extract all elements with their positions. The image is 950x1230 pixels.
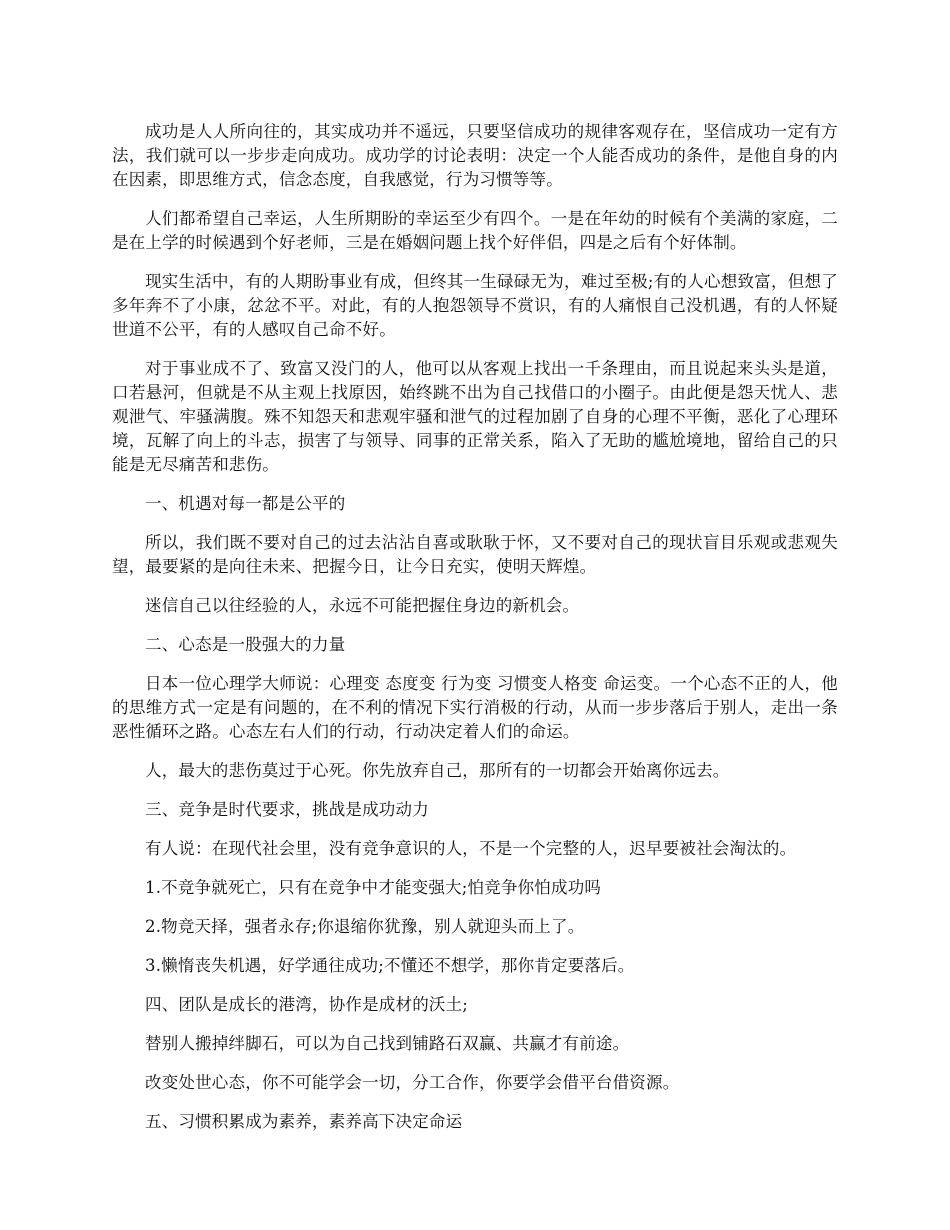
paragraph-experience: 迷信自己以往经验的人，永远不可能把握住身边的新机会。 [145,596,580,615]
paragraph-reality: 现实生活中，有的人期盼事业有成，但终其一生碌碌无为，难过至极;有的人心想致富，但想了多年奔不了小康，忿忿不平。对此，有的人抱怨领导不赏识，有的人痛恨自己没机遇，有的人怀疑世道不公平，有的人感叹自己命不好。 [112,272,838,339]
paragraph-competition-awareness: 有人说：在现代社会里，没有竞争意识的人，不是一个完整的人，迟早要被社会淘汰的。 [145,839,797,858]
paragraph-sorrow: 人，最大的悲伤莫过于心死。你先放弃自己，那所有的一切都会开始离你远去。 [145,761,730,780]
paragraph-past-present: 所以，我们既不要对自己的过去沾沾自喜或耿耿于怀，又不要对自己的现状盲目乐观或悲观失望，最要紧的是向往未来、把握今日，让今日充实，使明天辉煌。 [112,533,838,576]
document-page [112,120,838,1149]
section-heading-habits: 五、习惯积累成为素养，素养高下决定命运 [145,1112,463,1131]
paragraph-excuses: 对于事业成不了、致富又没门的人，他可以从客观上找出一千条理由，而且说起来头头是道，口若悬河，但就是不从主观上找原因，始终跳不出为自己找借口的小圈子。由此便是怨天忧人、悲观泄气、牢骚满腹。殊不知怨天和悲观牢骚和泄气的过程加剧了自身的心理不平衡，恶化了心理环境，瓦解了向上的斗志，损害了与领导、同事的正常关系，陷入了无助的尴尬境地，留给自己的只能是无尽痛苦和悲伤。 [112,359,838,474]
section-heading-competition: 三、竞争是时代要求，挑战是成功动力 [145,800,429,819]
section-heading-opportunity: 一、机遇对每一都是公平的 [145,494,346,513]
paragraph-intro-success: 成功是人人所向往的，其实成功并不遥远，只要坚信成功的规律客观存在，坚信成功一定有方法，我们就可以一步步走向成功。成功学的讨论表明：决定一个人能否成功的条件，是他自身的内在因素，即思维方式，信念态度，自我感觉，行为习惯等等。 [112,122,838,189]
section-heading-team: 四、团队是成长的港湾，协作是成材的沃土; [145,995,469,1014]
paragraph-cooperation: 改变处世心态，你不可能学会一切，分工合作，你要学会借平台借资源。 [145,1073,680,1092]
paragraph-luck: 人们都希望自己幸运，人生所期盼的幸运至少有四个。一是在年幼的时候有个美满的家庭，二是在上学的时候遇到个好老师，三是在婚姻问题上找个好伴侣，四是之后有个好体制。 [112,209,838,252]
paragraph-psychology: 日本一位心理学大师说：心理变 态度变 行为变 习惯变人格变 命运变。一个心态不正的人，他的思维方式一定是有问题的，在不利的情况下实行消极的行动，从而一步步落后于别人，走出一条恶性循环之路。心态左右人们的行动，行动决定着人们的命运。 [112,674,838,741]
list-item-3: 3.懒惰丧失机遇，好学通往成功;不懂还不想学，那你肯定要落后。 [145,956,635,975]
section-heading-mindset: 二、心态是一股强大的力量 [145,635,346,654]
list-item-2: 2.物竞天择，强者永存;你退缩你犹豫，别人就迎头而上了。 [145,917,585,936]
list-item-1: 1.不竞争就死亡，只有在竞争中才能变强大;怕竞争你怕成功吗 [145,878,602,897]
paragraph-win-win: 替别人搬掉绊脚石，可以为自己找到铺路石双赢、共赢才有前途。 [145,1034,630,1053]
